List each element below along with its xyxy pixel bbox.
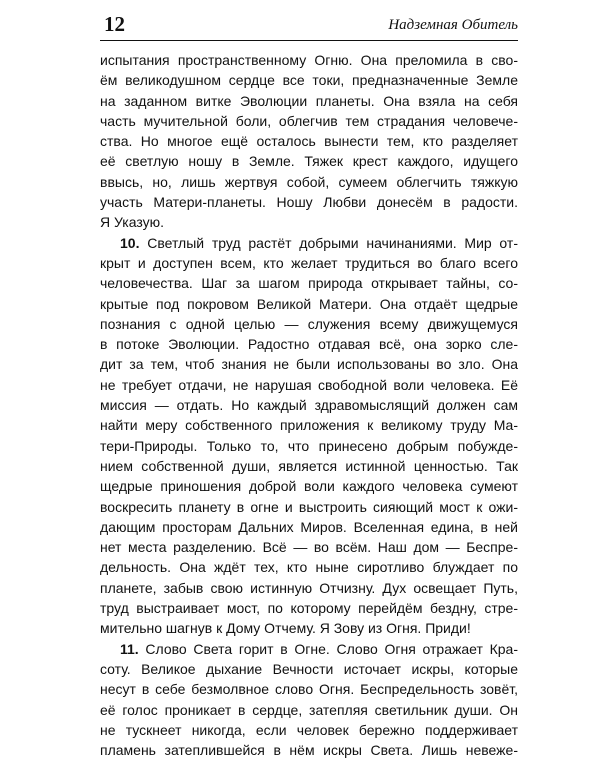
text-line: соту. Великое дыхание Вечности источает искры, которые xyxy=(100,660,518,677)
text-line: дающим просторам Дальних Миров. Вселенная едина, в ней xyxy=(100,518,518,535)
text-line: ства. Но многое ещё осталось вынести тем, кто разделяет xyxy=(100,133,518,150)
text-line: её голос проникает в сердце, затепляя светильник души. Он xyxy=(100,701,518,718)
text-line: дит за тем, чтоб знания не были использованы во зло. Она xyxy=(100,356,518,373)
text-line: нет места разделению. Всё — во всём. Наш дом — Беспре- xyxy=(100,539,518,556)
text-line: Я Указую. xyxy=(100,214,164,231)
running-title: Надземная Обитель xyxy=(388,17,518,33)
header-rule xyxy=(100,40,518,41)
text-line: щедрые приношения доброй воли каждого человека сумеют xyxy=(100,478,518,495)
text-line-content: Светлый труд растёт добрыми начинаниями. Мир от- xyxy=(147,234,518,251)
text-line: её светлую ношу в Земле. Тяжек крест каждого, идущего xyxy=(100,153,518,170)
paragraph-11 xyxy=(100,639,518,760)
page-body xyxy=(100,50,518,760)
text-line-first xyxy=(100,639,518,659)
text-line: не требует отдачи, не нарушая свободной воли человека. Её xyxy=(100,376,518,393)
text-line: тери-Природы. Только то, что принесено добрым побужде- xyxy=(100,437,518,454)
text-line: мительно шагнув к Дому Отчему. Я Зову из Огня. Приди! xyxy=(100,620,471,637)
text-line: труд выстраивает мост, по которому перейдём бездну, стре- xyxy=(100,600,518,617)
text-line: воскресить планету в огне и выстроить сияющий мост к ожи- xyxy=(100,498,518,515)
text-line: в потоке Эволюции. Радостно отдавая всё, она зорко сле- xyxy=(100,336,518,353)
text-line: не тускнеет никогда, если человек бережно поддерживает xyxy=(100,721,518,738)
text-line: крыт и доступен всем, кто желает трудиться во благо всего xyxy=(100,254,518,271)
text-line-first xyxy=(100,233,518,253)
text-line: крытые под покровом Великой Матери. Она отдаёт щедрые xyxy=(100,295,518,312)
text-line-content: Слово Света горит в Огне. Слово Огня отражает Кра- xyxy=(145,640,518,657)
text-line: нием собственной души, является истинной ценностью. Так xyxy=(100,457,518,474)
paragraph-number: 10. xyxy=(120,234,140,251)
page-header xyxy=(100,12,518,38)
text-line: миссия — отдать. Но каждый здравомыслящий должен сам xyxy=(100,397,518,414)
paragraph-10 xyxy=(100,233,518,639)
paragraph-continuation xyxy=(100,50,518,233)
text-line: участь Матери-планеты. Ношу Любви донесём в радости. xyxy=(100,194,518,211)
paragraph-number: 11. xyxy=(120,640,139,657)
text-line: человечества. Шаг за шагом природа открывает тайны, со- xyxy=(100,275,518,292)
page-number: 12 xyxy=(104,12,125,36)
text-line: несут в себе безмолвное слово Огня. Беспредельность зовёт, xyxy=(100,681,518,698)
text-line: познания с одной целью — служения всему движущемуся xyxy=(100,315,518,332)
text-line: испытания пространственному Огню. Она преломила в сво- xyxy=(100,52,518,68)
text-line: ём великодушном сердце все токи, предназначенные Земле xyxy=(100,72,518,89)
text-line: пламень затеплившейся в нём искры Света. Лишь невеже- xyxy=(100,742,518,759)
text-line: на заданном витке Эволюции планеты. Она взяла на себя xyxy=(100,92,518,109)
text-line: найти меру собственного приложения к великому труду Ма- xyxy=(100,417,518,434)
text-line: планете, забыв свою истинную Отчизну. Дух освещает Путь, xyxy=(100,579,518,596)
text-line: дельность. Она ждёт тех, кто ныне сиротливо блуждает по xyxy=(100,559,518,576)
text-line: часть мучительной боли, облегчив тем страдания человече- xyxy=(100,112,518,129)
text-line: ввысь, но, лишь жертвуя собой, сумеем облегчить тяжкую xyxy=(100,173,518,190)
